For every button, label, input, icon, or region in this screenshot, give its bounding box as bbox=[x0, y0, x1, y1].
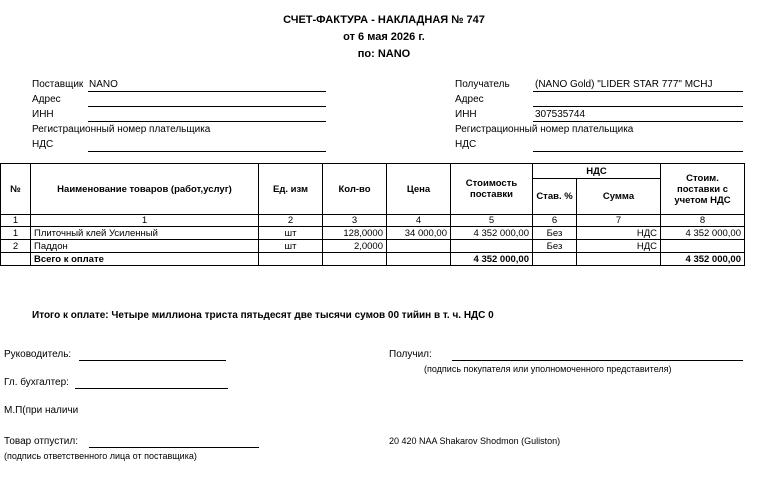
col-number-7: 7 bbox=[577, 215, 661, 227]
total-label: Всего к оплате bbox=[31, 253, 259, 266]
received-label: Получил: bbox=[389, 349, 432, 360]
invoice-table bbox=[0, 163, 745, 266]
row-total: 4 352 000,00 bbox=[661, 227, 745, 240]
row-sum: НДС bbox=[577, 240, 661, 253]
header-nds-sum: Сумма bbox=[577, 179, 661, 215]
row-price: 34 000,00 bbox=[387, 227, 451, 240]
released-line bbox=[89, 447, 259, 448]
recipient-inn-label: ИНН bbox=[455, 109, 477, 120]
header-num: № bbox=[1, 164, 31, 215]
invoice-date: от 6 мая 2026 г. bbox=[343, 31, 425, 43]
invoice-basis: по: NANO bbox=[357, 48, 411, 60]
supplier-line bbox=[88, 91, 326, 92]
supplier-address-line bbox=[88, 106, 326, 107]
total-cost: 4 352 000,00 bbox=[451, 253, 533, 266]
released-label: Товар отпустил: bbox=[4, 436, 78, 447]
supplier-label: Поставщик bbox=[32, 79, 84, 90]
header-nds-rate: Став. % bbox=[533, 179, 577, 215]
supplier-address-label: Адрес bbox=[32, 94, 61, 105]
invoice-title: СЧЕТ-ФАКТУРА - НАКЛАДНАЯ № 747 bbox=[283, 14, 485, 26]
row-cost: 4 352 000,00 bbox=[451, 227, 533, 240]
recipient-value: (NANO Gold) "LIDER STAR 777" MCHJ bbox=[535, 79, 713, 90]
row-price bbox=[387, 240, 451, 253]
recipient-inn-value: 307535744 bbox=[535, 109, 586, 120]
header-unit: Ед. изм bbox=[259, 164, 323, 215]
total-row bbox=[1, 253, 745, 266]
row-qty: 128,0000 bbox=[323, 227, 387, 240]
col-number-1b: 1 bbox=[31, 215, 259, 227]
row-name: Паддон bbox=[31, 240, 259, 253]
supplier-value: NANO bbox=[89, 79, 118, 90]
issuer-info: 20 420 NAA Shakarov Shodmon (Guliston) bbox=[389, 436, 561, 446]
table-row bbox=[1, 240, 745, 253]
recipient-nds-label: НДС bbox=[455, 139, 477, 150]
header-price: Цена bbox=[387, 164, 451, 215]
col-number-4: 4 bbox=[387, 215, 451, 227]
received-line bbox=[452, 360, 743, 361]
header-total: Стоим. поставки с учетом НДС bbox=[661, 164, 745, 215]
table-row bbox=[1, 227, 745, 240]
stamp-label: М.П(при наличи bbox=[4, 405, 79, 416]
accountant-line bbox=[75, 388, 228, 389]
accountant-label: Гл. бухгалтер: bbox=[4, 377, 69, 388]
recipient-address-line bbox=[533, 106, 743, 107]
recipient-line bbox=[533, 91, 743, 92]
row-rate: Без bbox=[533, 240, 577, 253]
row-sum: НДС bbox=[577, 227, 661, 240]
supplier-nds-label: НДС bbox=[32, 139, 54, 150]
total-summary: Итого к оплате: Четыре миллиона триста пятьдесят две тысячи сумов 00 тийин в т. ч. НДС 0 bbox=[32, 310, 494, 321]
row-num: 1 bbox=[1, 227, 31, 240]
row-unit: шт bbox=[259, 240, 323, 253]
col-number-6: 6 bbox=[533, 215, 577, 227]
col-number-8: 8 bbox=[661, 215, 745, 227]
row-name: Плиточный клей Усиленный bbox=[31, 227, 259, 240]
col-number-2: 2 bbox=[259, 215, 323, 227]
row-rate: Без bbox=[533, 227, 577, 240]
recipient-address-label: Адрес bbox=[455, 94, 484, 105]
header-nds: НДС bbox=[533, 164, 661, 179]
col-number-5: 5 bbox=[451, 215, 533, 227]
col-number-3: 3 bbox=[323, 215, 387, 227]
row-num: 2 bbox=[1, 240, 31, 253]
total-total: 4 352 000,00 bbox=[661, 253, 745, 266]
director-line bbox=[79, 360, 226, 361]
recipient-reg-label: Регистрационный номер плательщика bbox=[455, 124, 634, 135]
received-note: (подпись покупателя или уполномоченного представителя) bbox=[424, 364, 672, 374]
header-qty: Кол-во bbox=[323, 164, 387, 215]
supplier-inn-label: ИНН bbox=[32, 109, 54, 120]
col-number-1: 1 bbox=[1, 215, 31, 227]
director-label: Руководитель: bbox=[4, 349, 72, 360]
row-cost bbox=[451, 240, 533, 253]
supplier-inn-line bbox=[88, 121, 326, 122]
supplier-nds-line bbox=[88, 151, 326, 152]
recipient-label: Получатель bbox=[455, 79, 510, 90]
supplier-reg-label: Регистрационный номер плательщика bbox=[32, 124, 211, 135]
row-qty: 2,0000 bbox=[323, 240, 387, 253]
released-note: (подпись ответственного лица от поставщика) bbox=[4, 451, 197, 461]
row-unit: шт bbox=[259, 227, 323, 240]
row-total bbox=[661, 240, 745, 253]
header-name: Наименование товаров (работ,услуг) bbox=[31, 164, 259, 215]
header-cost: Стоимость поставки bbox=[451, 164, 533, 215]
recipient-inn-line bbox=[533, 121, 743, 122]
recipient-nds-line bbox=[533, 151, 743, 152]
